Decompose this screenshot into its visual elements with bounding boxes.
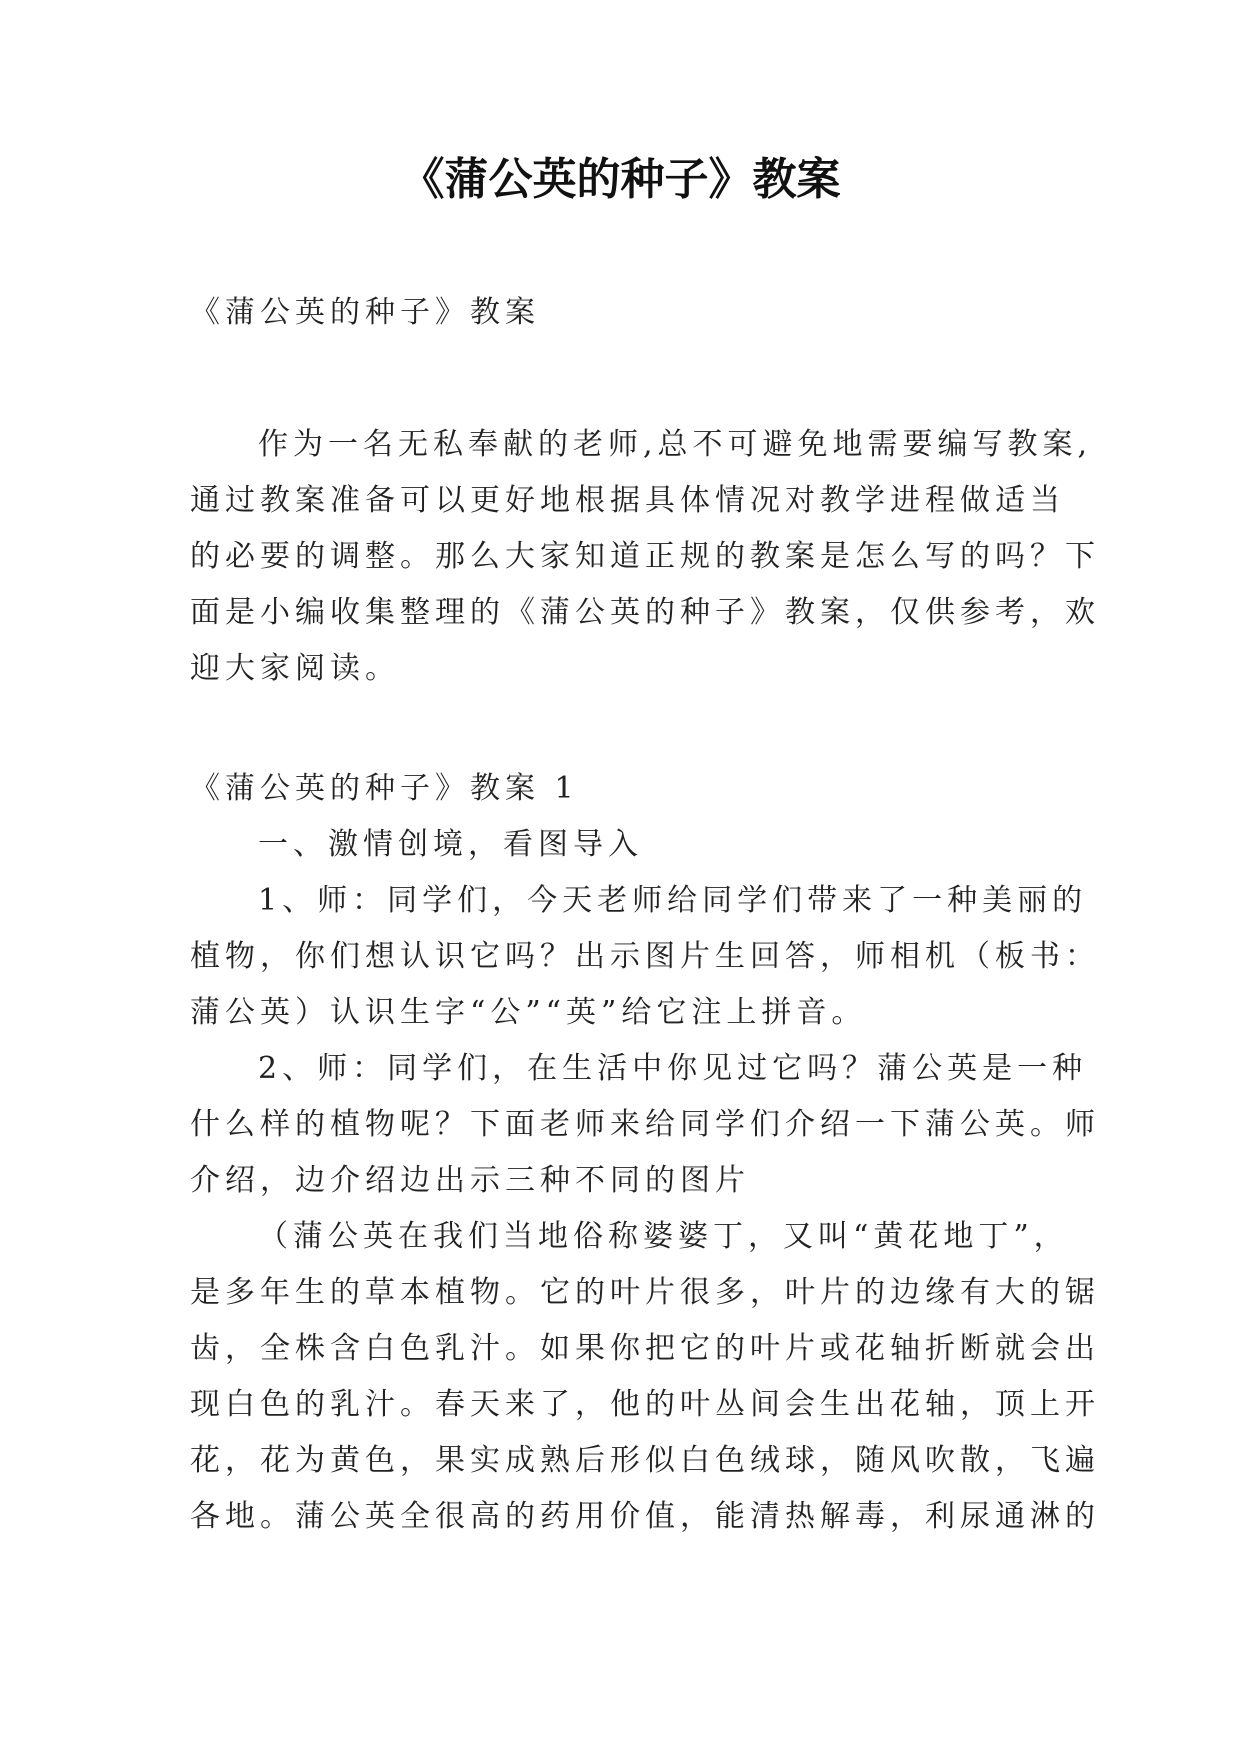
section-heading: 《蒲公英的种子》教案 1 xyxy=(190,771,579,806)
paragraph-gap xyxy=(190,341,1050,417)
note-paragraph xyxy=(190,1209,1100,1545)
item-2-paragraph xyxy=(190,1041,1100,1209)
note-line: 是多年生的草本植物。它的叶片很多，叶片的边缘有大的锯 xyxy=(190,1275,1100,1310)
document-title: 《蒲公英的种子》教案 xyxy=(400,154,841,205)
item-line: 什么样的植物呢？下面老师来给同学们介绍一下蒲公英。师 xyxy=(190,1107,1100,1142)
intro-line: 作为一名无私奉献的老师,总不可避免地需要编写教案, xyxy=(258,427,1093,462)
item-1-paragraph xyxy=(190,873,1100,1041)
intro-line: 面是小编收集整理的《蒲公英的种子》教案，仅供参考，欢 xyxy=(190,595,1100,630)
intro-line: 迎大家阅读。 xyxy=(190,651,400,686)
note-line: （蒲公英在我们当地俗称婆婆丁，又叫“黄花地丁”， xyxy=(258,1219,1069,1254)
intro-line: 的必要的调整。那么大家知道正规的教案是怎么写的吗？下 xyxy=(190,539,1100,574)
note-line: 齿，全株含白色乳汁。如果你把它的叶片或花轴折断就会出 xyxy=(190,1331,1100,1366)
item-line: 介绍，边介绍边出示三种不同的图片 xyxy=(190,1163,750,1198)
note-line: 现白色的乳汁。春天来了，他的叶丛间会生出花轴，顶上开 xyxy=(190,1387,1100,1422)
intro-paragraph xyxy=(190,417,1100,697)
item-line: 蒲公英）认识生字“公”“英”给它注上拼音。 xyxy=(190,995,867,1030)
part-heading: 一、激情创境，看图导入 xyxy=(258,827,643,862)
document-body xyxy=(190,285,1100,1545)
intro-line: 通过教案准备可以更好地根据具体情况对教学进程做适当 xyxy=(190,483,1065,518)
note-line: 各地。蒲公英全很高的药用价值，能清热解毒，利尿通淋的 xyxy=(190,1499,1100,1534)
document-subtitle: 《蒲公英的种子》教案 xyxy=(190,295,540,330)
item-line: 2、师：同学们，在生活中你见过它吗？蒲公英是一种 xyxy=(258,1051,1088,1086)
item-line: 1、师：同学们，今天老师给同学们带来了一种美丽的 xyxy=(258,883,1088,918)
item-line: 植物，你们想认识它吗？出示图片生回答，师相机（板书： xyxy=(190,939,1100,974)
paragraph-gap xyxy=(190,697,1050,761)
note-line: 花，花为黄色，果实成熟后形似白色绒球，随风吹散，飞遍 xyxy=(190,1443,1100,1478)
